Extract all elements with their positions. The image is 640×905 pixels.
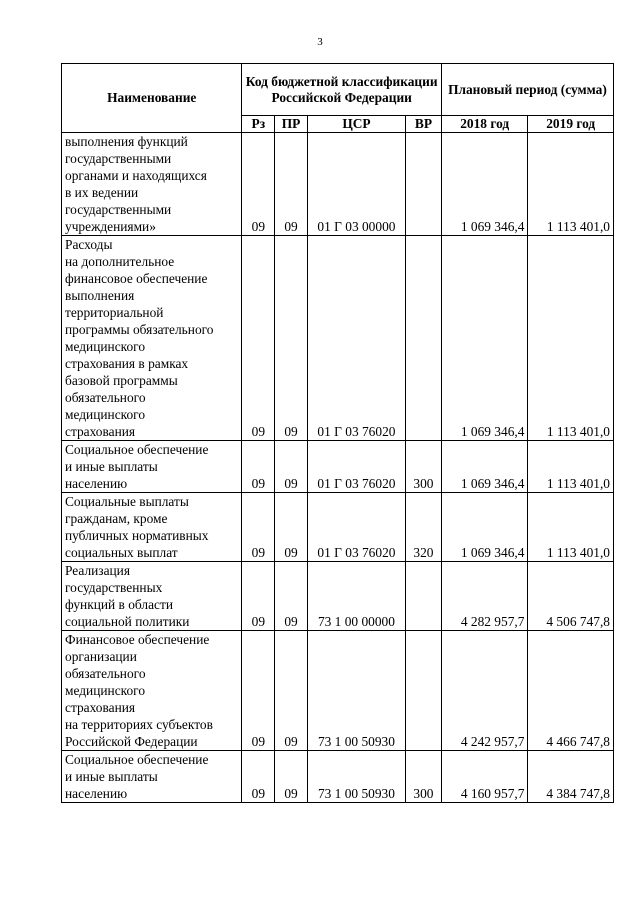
row-rz: 09 bbox=[242, 236, 275, 441]
row-name: Реализация государственных функций в области социальной политики bbox=[62, 562, 242, 631]
row-pr: 09 bbox=[275, 751, 308, 803]
row-csr: 73 1 00 00000 bbox=[307, 562, 405, 631]
row-vr: 300 bbox=[406, 441, 442, 493]
row-amount-2019: 4 466 747,8 bbox=[528, 631, 614, 751]
row-name: Социальное обеспечение и иные выплаты населению bbox=[62, 751, 242, 803]
row-csr: 01 Г 03 76020 bbox=[307, 493, 405, 562]
row-amount-2018: 1 069 346,4 bbox=[441, 441, 528, 493]
table-row bbox=[62, 631, 614, 751]
header-pr: ПР bbox=[275, 116, 308, 133]
header-name: Наименование bbox=[62, 64, 242, 133]
row-pr: 09 bbox=[275, 493, 308, 562]
row-pr: 09 bbox=[275, 631, 308, 751]
table-row bbox=[62, 133, 614, 236]
row-amount-2018: 4 282 957,7 bbox=[441, 562, 528, 631]
row-name: Социальное обеспечение и иные выплаты населению bbox=[62, 441, 242, 493]
row-amount-2019: 1 113 401,0 bbox=[528, 236, 614, 441]
header-year-2019: 2019 год bbox=[528, 116, 614, 133]
row-rz: 09 bbox=[242, 441, 275, 493]
header-vr: ВР bbox=[406, 116, 442, 133]
table-row bbox=[62, 562, 614, 631]
row-amount-2019: 4 506 747,8 bbox=[528, 562, 614, 631]
row-name: Финансовое обеспечение организации обязательного медицинского страхования на территориях субъектов Российской Федерации bbox=[62, 631, 242, 751]
row-amount-2019: 4 384 747,8 bbox=[528, 751, 614, 803]
header-code-group: Код бюджетной классификации Российской Федерации bbox=[242, 64, 441, 116]
header-rz: Рз bbox=[242, 116, 275, 133]
table-row bbox=[62, 493, 614, 562]
table-row bbox=[62, 751, 614, 803]
row-name: Расходы на дополнительное финансовое обеспечение выполнения территориальной программы обязательного медицинского страхования в рамках базовой программы обязательного медицинского страхования bbox=[62, 236, 242, 441]
row-csr: 01 Г 03 76020 bbox=[307, 236, 405, 441]
row-name: выполнения функций государственными органами и находящихся в их ведении государственными учреждениями» bbox=[62, 133, 242, 236]
row-vr: 300 bbox=[406, 751, 442, 803]
row-csr: 01 Г 03 00000 bbox=[307, 133, 405, 236]
row-pr: 09 bbox=[275, 236, 308, 441]
budget-table bbox=[61, 63, 614, 803]
row-amount-2019: 1 113 401,0 bbox=[528, 441, 614, 493]
row-amount-2018: 1 069 346,4 bbox=[441, 236, 528, 441]
header-row-top bbox=[62, 64, 614, 116]
row-pr: 09 bbox=[275, 133, 308, 236]
row-amount-2018: 4 242 957,7 bbox=[441, 631, 528, 751]
table-row bbox=[62, 441, 614, 493]
row-csr: 73 1 00 50930 bbox=[307, 751, 405, 803]
row-amount-2018: 1 069 346,4 bbox=[441, 493, 528, 562]
header-csr: ЦСР bbox=[307, 116, 405, 133]
row-pr: 09 bbox=[275, 562, 308, 631]
row-rz: 09 bbox=[242, 751, 275, 803]
row-csr: 73 1 00 50930 bbox=[307, 631, 405, 751]
page-number: 3 bbox=[317, 36, 323, 48]
row-rz: 09 bbox=[242, 493, 275, 562]
row-rz: 09 bbox=[242, 562, 275, 631]
row-vr bbox=[406, 236, 442, 441]
row-amount-2019: 1 113 401,0 bbox=[528, 493, 614, 562]
row-vr bbox=[406, 631, 442, 751]
header-plan-group: Плановый период (сумма) bbox=[441, 64, 613, 116]
table-row bbox=[62, 236, 614, 441]
row-rz: 09 bbox=[242, 133, 275, 236]
row-rz: 09 bbox=[242, 631, 275, 751]
row-vr: 320 bbox=[406, 493, 442, 562]
row-csr: 01 Г 03 76020 bbox=[307, 441, 405, 493]
row-amount-2018: 4 160 957,7 bbox=[441, 751, 528, 803]
row-amount-2018: 1 069 346,4 bbox=[441, 133, 528, 236]
row-name: Социальные выплаты гражданам, кроме публичных нормативных социальных выплат bbox=[62, 493, 242, 562]
row-amount-2019: 1 113 401,0 bbox=[528, 133, 614, 236]
row-pr: 09 bbox=[275, 441, 308, 493]
row-vr bbox=[406, 562, 442, 631]
header-year-2018: 2018 год bbox=[441, 116, 528, 133]
row-vr bbox=[406, 133, 442, 236]
